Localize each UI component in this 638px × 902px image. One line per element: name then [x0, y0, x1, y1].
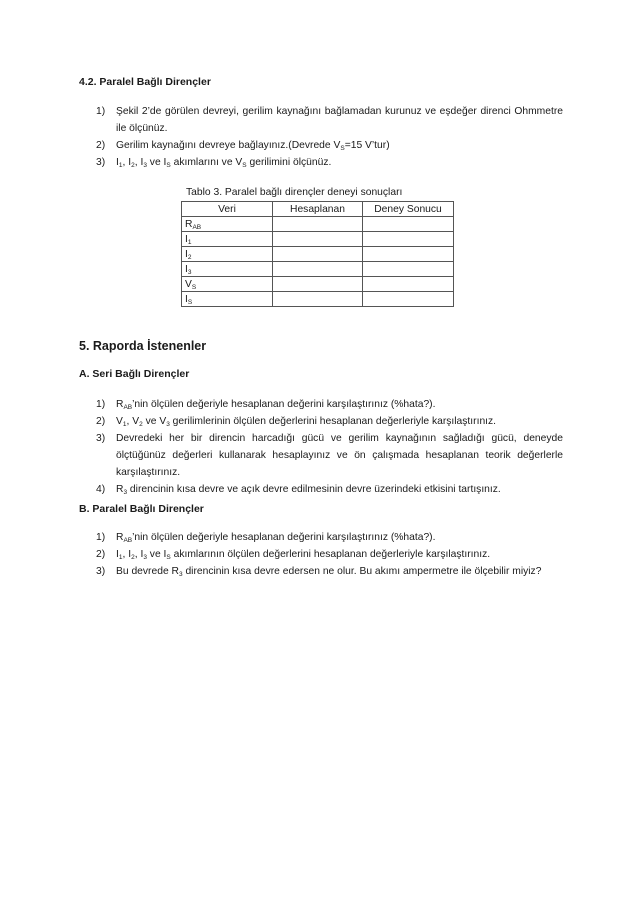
list-item: 4) $R_3$ direncinin kısa devre ve açık devre edilmesinin devre üzerindeki etkisini tartışınız.: [96, 484, 501, 496]
column-header-veri: Veri: [182, 202, 273, 217]
table-row: [182, 262, 454, 277]
table-row: [182, 292, 454, 307]
section-b-list: [96, 529, 563, 580]
table-row: [182, 232, 454, 247]
section-4-2-list: [96, 103, 563, 171]
results-table: [181, 201, 454, 307]
row-label: $I_3$: [182, 262, 273, 277]
column-header-hesaplanan: Hesaplanan: [273, 202, 363, 217]
section-5-heading: 5. Raporda İstenenler: [79, 339, 207, 353]
list-item: 1) $R_{AB}’nin$ ölçülen değeriyle hesaplanan değerini karşılaştırınız (%hata?).: [96, 532, 436, 544]
table-cell: [363, 262, 454, 277]
table-cell: [273, 232, 363, 247]
table-cell: [273, 247, 363, 262]
list-item: 1) $R_{AB}’nin$ ölçülen değeriyle hesaplanan değerini karşılaştırınız (%hata?).: [96, 399, 436, 411]
row-label: $I_1$: [182, 232, 273, 247]
section-4-2-heading: 4.2. Paralel Bağlı Dirençler: [79, 76, 211, 88]
row-label: $V_S$: [182, 277, 273, 292]
table-cell: [363, 217, 454, 232]
list-item: 2) Gerilim kaynağını devreye bağlayınız.(Devrede $V_S=15$ V’tur): [96, 140, 390, 152]
list-item: 3) Bu devrede $R_3$ direncinin kısa devre edersen ne olur. Bu akımı ampermetre ile ölçebilir miyiz?: [96, 566, 542, 578]
table-row: [182, 217, 454, 232]
table-caption: Tablo 3. Paralel bağlı dirençler deneyi sonuçları: [186, 187, 403, 198]
list-item: 2) $V_1$, $V_2$ ve $V_3$ gerilimlerinin ölçülen değerlerini hesaplanan değerleriyle karşılaştırınız.: [96, 416, 497, 428]
table-cell: [273, 262, 363, 277]
list-item: 2) $I_1$, $I_2$, $I_3$ ve $I_S$ akımlarının ölçülen değerlerini hesaplanan değerleriyle karşılaştırınız.: [96, 549, 491, 561]
table-cell: [273, 217, 363, 232]
table-cell: [273, 292, 363, 307]
list-item: 3) $I_1$, $I_2$, $I_3$ ve $I_S$ akımlarını ve $V_S$ gerilimini ölçünüz.: [96, 157, 332, 169]
section-a-heading: A. Seri Bağlı Dirençler: [79, 368, 190, 380]
section-b-heading: B. Paralel Bağlı Dirençler: [79, 503, 204, 515]
list-item: 1) Şekil 2’de görülen devreyi, gerilim kaynağını bağlamadan kurunuz ve eşdeğer direnci Ohmmetre ile ölçünüz.: [96, 106, 563, 134]
row-label: $R_{AB}$: [182, 217, 273, 232]
table-row: [182, 247, 454, 262]
table-cell: [363, 232, 454, 247]
table-cell: [273, 277, 363, 292]
table-cell: [363, 277, 454, 292]
table-header-row: [182, 202, 454, 217]
row-label: $I_2$: [182, 247, 273, 262]
table-cell: [363, 247, 454, 262]
section-a-list: [96, 396, 563, 498]
table-cell: [363, 292, 454, 307]
row-label: $I_S$: [182, 292, 273, 307]
column-header-deney-sonucu: Deney Sonucu: [363, 202, 454, 217]
table-row: [182, 277, 454, 292]
list-item: 3) Devredeki her bir direncin harcadığı gücü ve gerilim kaynağının sağladığı gücü, deneyde ölçtüğünüz değerleri kullanarak hesaplayınız ve ön çalışmada hesaplanan teorik değerlerle karşılaştırınız.: [96, 433, 563, 478]
